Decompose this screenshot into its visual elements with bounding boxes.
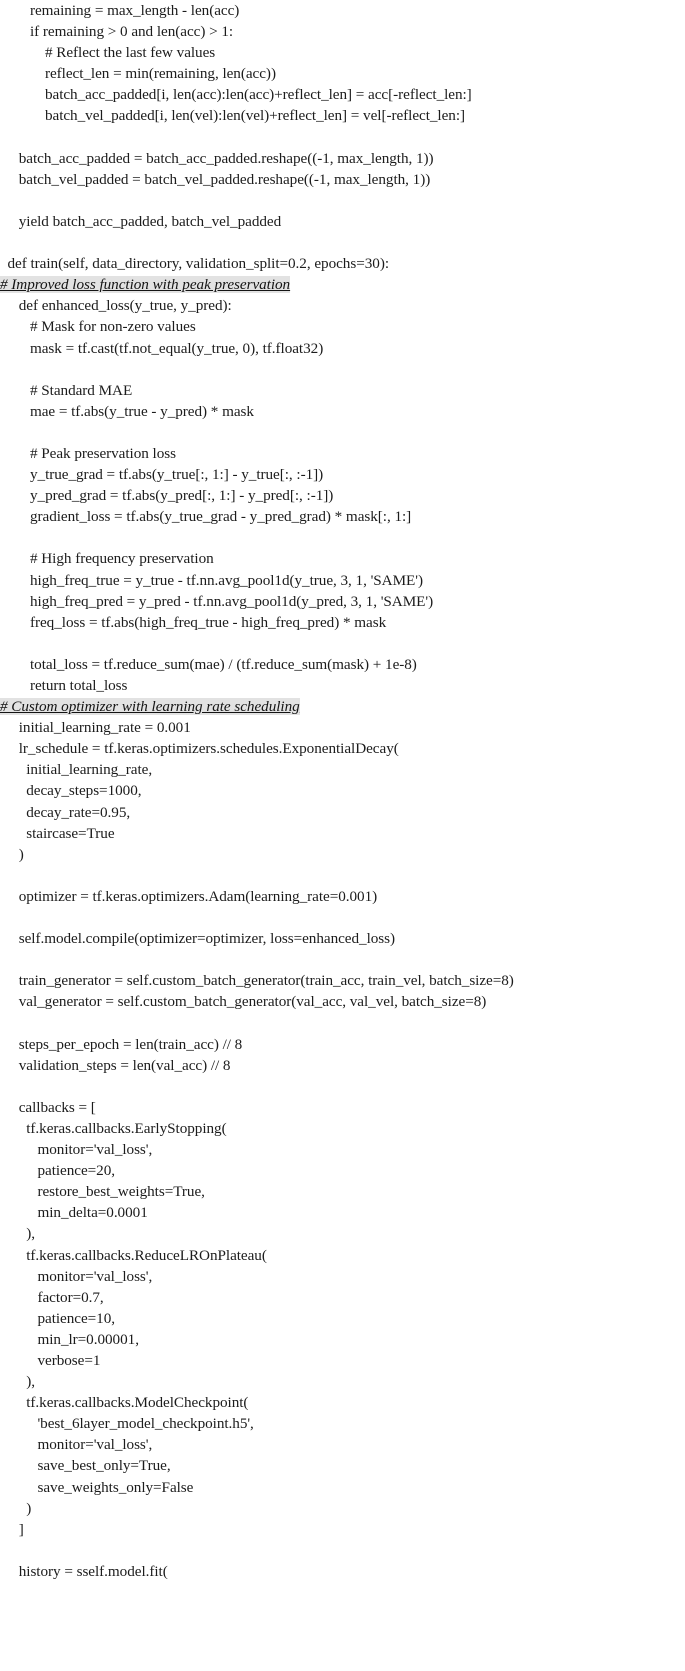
code-line: if remaining > 0 and len(acc) > 1: <box>0 23 234 41</box>
code-line: ] <box>0 1520 24 1538</box>
code-line: # Reflect the last few values <box>0 44 216 62</box>
code-line: mae = tf.abs(y_true - y_pred) * mask <box>0 402 254 420</box>
code-line: callbacks = [ <box>0 1098 96 1116</box>
blank-line <box>0 527 685 548</box>
code-line: # Peak preservation loss <box>0 444 176 462</box>
code-line: decay_steps=1000, <box>0 782 142 800</box>
blank-line <box>0 865 685 886</box>
blank-line <box>0 633 685 654</box>
code-line: # Standard MAE <box>0 381 133 399</box>
highlighted-comment-line <box>0 696 685 717</box>
code-line: return total_loss <box>0 677 128 694</box>
code-line: min_delta=0.0001 <box>0 1204 148 1222</box>
code-line: tf.keras.callbacks.ModelCheckpoint( <box>0 1394 249 1412</box>
code-line: 'best_6layer_model_checkpoint.h5', <box>0 1415 254 1433</box>
code-line: ) <box>0 845 24 863</box>
code-line: y_true_grad = tf.abs(y_true[:, 1:] - y_true[:, :-1]) <box>0 466 324 484</box>
code-line: def train(self, data_directory, validation_split=0.2, epochs=30): <box>0 255 389 273</box>
code-line: # Mask for non-zero values <box>0 318 196 336</box>
code-line: patience=10, <box>0 1309 116 1327</box>
code-line: ), <box>0 1373 35 1391</box>
code-line: y_pred_grad = tf.abs(y_pred[:, 1:] - y_pred[:, :-1]) <box>0 487 334 505</box>
code-line: save_best_only=True, <box>0 1457 171 1475</box>
code-line: staircase=True <box>0 824 115 842</box>
blank-line <box>0 190 685 211</box>
code-line: train_generator = self.custom_batch_generator(train_acc, train_vel, batch_size=8) <box>0 972 514 990</box>
code-line: total_loss = tf.reduce_sum(mae) / (tf.reduce_sum(mask) + 1e-8) <box>0 655 417 673</box>
comment-highlight-band: # Custom optimizer with learning rate scheduling <box>0 698 300 716</box>
code-line: gradient_loss = tf.abs(y_true_grad - y_pred_grad) * mask[:, 1:] <box>0 508 412 526</box>
code-line: high_freq_true = y_true - tf.nn.avg_pool1d(y_true, 3, 1, 'SAME') <box>0 571 423 589</box>
code-line: lr_schedule = tf.keras.optimizers.schedules.ExponentialDecay( <box>0 740 399 758</box>
blank-line <box>0 127 685 148</box>
code-line: tf.keras.callbacks.EarlyStopping( <box>0 1119 227 1137</box>
blank-line <box>0 949 685 970</box>
code-line: verbose=1 <box>0 1352 101 1369</box>
code-line: monitor='val_loss', <box>0 1141 153 1159</box>
code-line: ) <box>0 1499 32 1517</box>
blank-line <box>0 1013 685 1034</box>
blank-line <box>0 232 685 253</box>
code-line: decay_rate=0.95, <box>0 803 131 821</box>
code-line: validation_steps = len(val_acc) // 8 <box>0 1056 231 1074</box>
code-line: mask = tf.cast(tf.not_equal(y_true, 0), tf.float32) <box>0 339 324 357</box>
code-line: remaining = max_length - len(acc) <box>0 2 240 19</box>
code-line: steps_per_epoch = len(train_acc) // 8 <box>0 1035 243 1053</box>
code-line: history = sself.model.fit( <box>0 1562 168 1580</box>
code-line: val_generator = self.custom_batch_generator(val_acc, val_vel, batch_size=8) <box>0 993 487 1011</box>
code-line: self.model.compile(optimizer=optimizer, loss=enhanced_loss) <box>0 930 396 948</box>
code-line: # High frequency preservation <box>0 550 214 568</box>
blank-line <box>0 907 685 928</box>
blank-line <box>0 1540 685 1561</box>
code-line: monitor='val_loss', <box>0 1267 153 1285</box>
code-line: tf.keras.callbacks.ReduceLROnPlateau( <box>0 1246 267 1264</box>
code-line: def enhanced_loss(y_true, y_pred): <box>0 297 232 315</box>
code-line: factor=0.7, <box>0 1288 104 1306</box>
code-line: batch_acc_padded[i, len(acc):len(acc)+reflect_len] = acc[-reflect_len:] <box>0 86 472 104</box>
code-line: min_lr=0.00001, <box>0 1330 139 1348</box>
code-line: initial_learning_rate, <box>0 761 153 779</box>
blank-line <box>0 359 685 380</box>
highlighted-comment-line <box>0 274 685 295</box>
code-line: ), <box>0 1225 35 1243</box>
code-line: high_freq_pred = y_pred - tf.nn.avg_pool1d(y_pred, 3, 1, 'SAME') <box>0 592 434 610</box>
comment-highlight-band: # Improved loss function with peak preservation <box>0 276 291 294</box>
code-line: monitor='val_loss', <box>0 1436 153 1454</box>
code-line: batch_vel_padded[i, len(vel):len(vel)+reflect_len] = vel[-reflect_len:] <box>0 107 466 125</box>
code-line: freq_loss = tf.abs(high_freq_true - high_freq_pred) * mask <box>0 613 387 631</box>
blank-line <box>0 1076 685 1097</box>
code-line: reflect_len = min(remaining, len(acc)) <box>0 65 276 83</box>
code-line: save_weights_only=False <box>0 1478 194 1496</box>
code-line: yield batch_acc_padded, batch_vel_padded <box>0 212 282 230</box>
code-line: patience=20, <box>0 1162 116 1180</box>
code-line: batch_vel_padded = batch_vel_padded.reshape((-1, max_length, 1)) <box>0 170 431 188</box>
code-line: initial_learning_rate = 0.001 <box>0 719 191 737</box>
blank-line <box>0 422 685 443</box>
code-line: optimizer = tf.keras.optimizers.Adam(learning_rate=0.001) <box>0 887 378 905</box>
code-line: batch_acc_padded = batch_acc_padded.reshape((-1, max_length, 1)) <box>0 149 434 167</box>
code-line: restore_best_weights=True, <box>0 1183 205 1201</box>
